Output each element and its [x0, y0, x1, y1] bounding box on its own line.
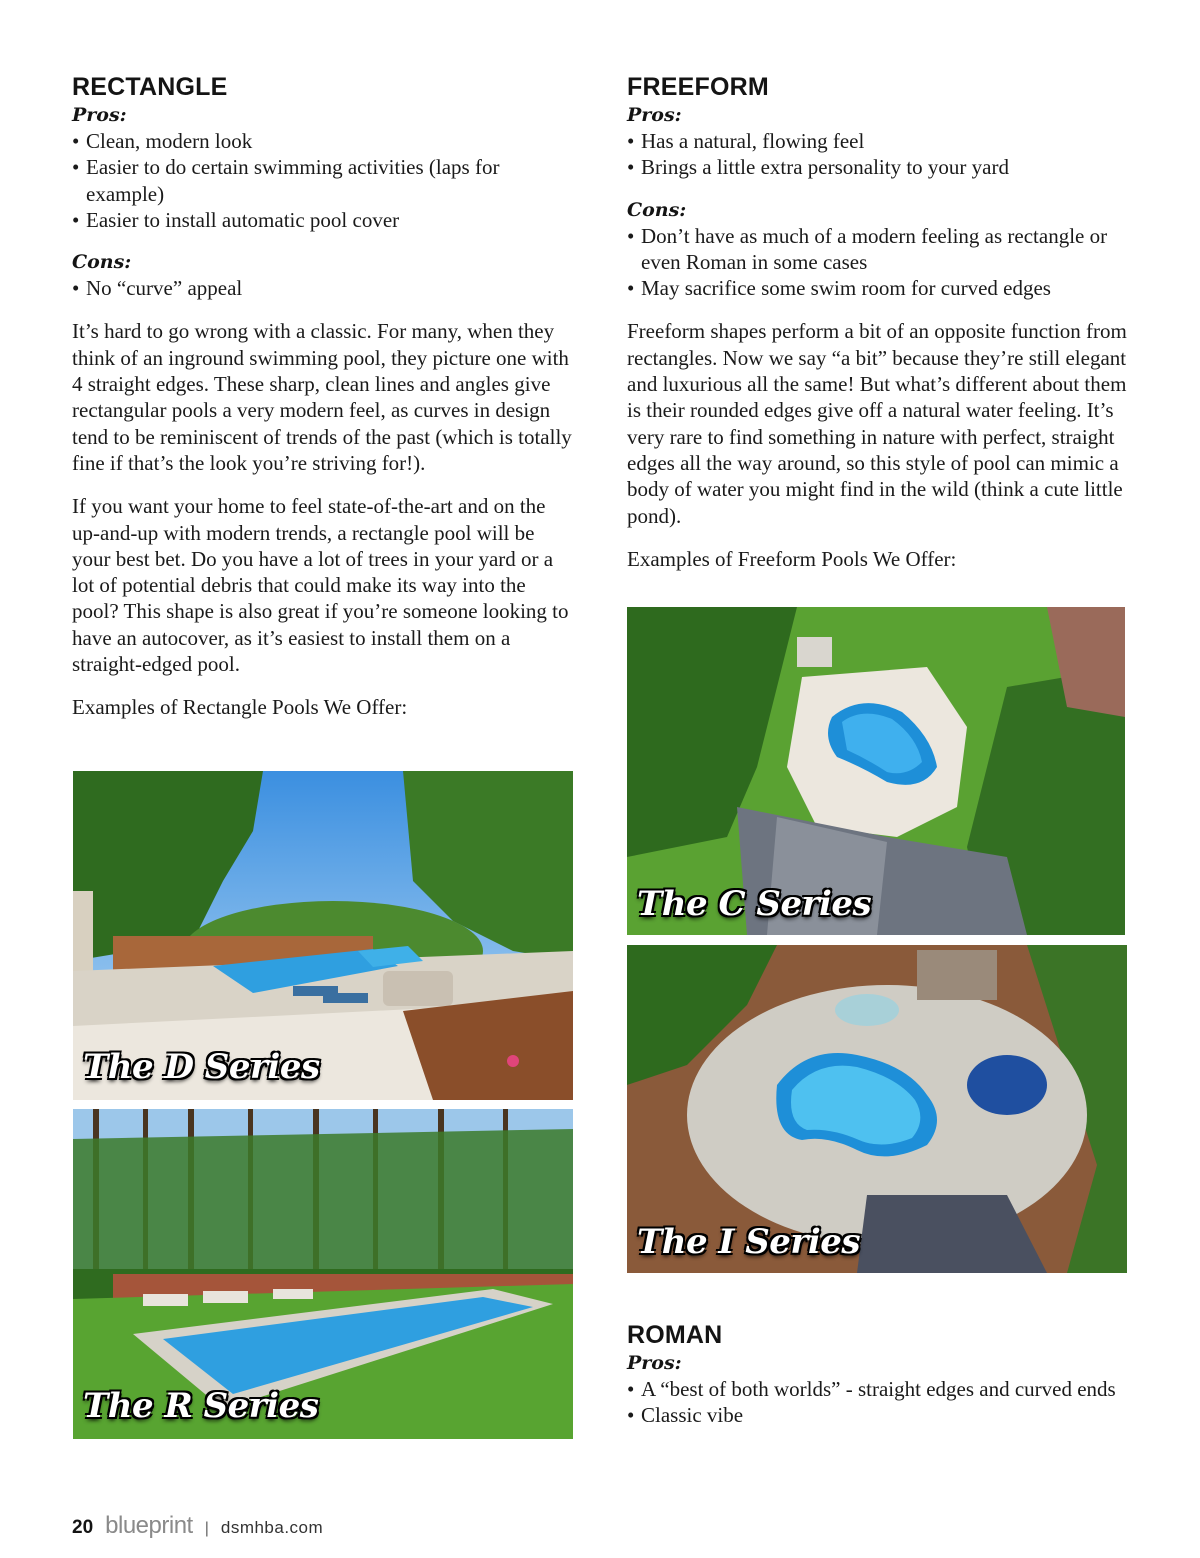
roman-pros-label: Pros:: [627, 1352, 682, 1374]
rectangle-column: [72, 72, 577, 721]
freeform-pros-list: [627, 128, 1132, 181]
c-series-photo: [627, 607, 1125, 935]
list-item: • Classic vibe: [627, 1402, 1132, 1428]
roman-section: [627, 1320, 1132, 1429]
list-item: • A “best of both worlds” - straight edges and curved ends: [627, 1376, 1132, 1402]
rectangle-paragraph-2: If you want your home to feel state-of-the-art and on the up-and-up with modern trends, a rectangle pool will be your best bet. Do you have a lot of trees in your yard or a lot of potential debris that could make its way into the pool? This shape is also great if you’re someone looking to have an autocover, as it’s easiest to install them on a straight-edged pool.: [72, 494, 569, 677]
roman-pros-list: [627, 1376, 1132, 1429]
c-series-caption: The C Series: [637, 884, 872, 924]
d-series-caption: The D Series: [83, 1047, 320, 1087]
i-series-photo: [627, 945, 1127, 1273]
list-item: • Has a natural, flowing feel: [627, 128, 1132, 154]
rectangle-examples-label: Examples of Rectangle Pools We Offer:: [72, 695, 408, 720]
freeform-paragraph-1: Freeform shapes perform a bit of an opposite function from rectangles. Now we say “a bit” because they’re still elegant and luxurious all the same! But what’s different about them is their rounded edges give off a natural water feeling. It’s very rare to find something in nature with perfect, straight edges all the way around, so this style of pool can mimic a body of water you might find in the wild (think a cute little pond).: [627, 319, 1127, 528]
list-item: • Easier to do certain swimming activities (laps for example): [72, 154, 577, 207]
list-item: • No “curve” appeal: [72, 275, 577, 301]
rectangle-heading: RECTANGLE: [72, 73, 228, 101]
rectangle-cons-label: Cons:: [72, 251, 132, 274]
rectangle-paragraph-1: It’s hard to go wrong with a classic. For many, when they think of an inground swimming pool, they picture one with 4 straight edges. These sharp, clean lines and angles give rectangular pools a very modern feel, as curves in design tend to be reminiscent of trends of the past (which is totally fine if that’s the look you’re striving for!).: [72, 319, 572, 475]
r-series-photo: [73, 1109, 573, 1439]
footer-separator: |: [204, 1520, 209, 1537]
list-item: • Clean, modern look: [72, 128, 577, 154]
rectangle-pros-list: [72, 128, 577, 233]
footer-site-url: dsmhba.com: [220, 1518, 324, 1537]
freeform-cons-label: Cons:: [627, 198, 687, 221]
list-item: • May sacrifice some swim room for curved edges: [627, 275, 1132, 301]
rectangle-pros-label: Pros:: [72, 104, 127, 126]
list-item: • Brings a little extra personality to your yard: [627, 154, 1132, 180]
freeform-cons-list: [627, 223, 1132, 302]
list-item: • Don’t have as much of a modern feeling as rectangle or even Roman in some cases: [627, 223, 1132, 276]
freeform-examples-label: Examples of Freeform Pools We Offer:: [627, 546, 957, 571]
rectangle-cons-list: [72, 275, 577, 301]
page-number: 20: [72, 1517, 94, 1538]
roman-heading: ROMAN: [627, 1321, 723, 1349]
blueprint-logo: blueprint: [105, 1512, 193, 1539]
page-footer: [72, 1512, 323, 1542]
r-series-caption: The R Series: [83, 1386, 319, 1426]
list-item: • Easier to install automatic pool cover: [72, 207, 577, 233]
d-series-photo: [73, 771, 573, 1100]
i-series-caption: The I Series: [637, 1222, 861, 1262]
freeform-pros-label: Pros:: [627, 104, 682, 126]
freeform-column: [627, 72, 1132, 572]
freeform-heading: FREEFORM: [627, 73, 769, 101]
